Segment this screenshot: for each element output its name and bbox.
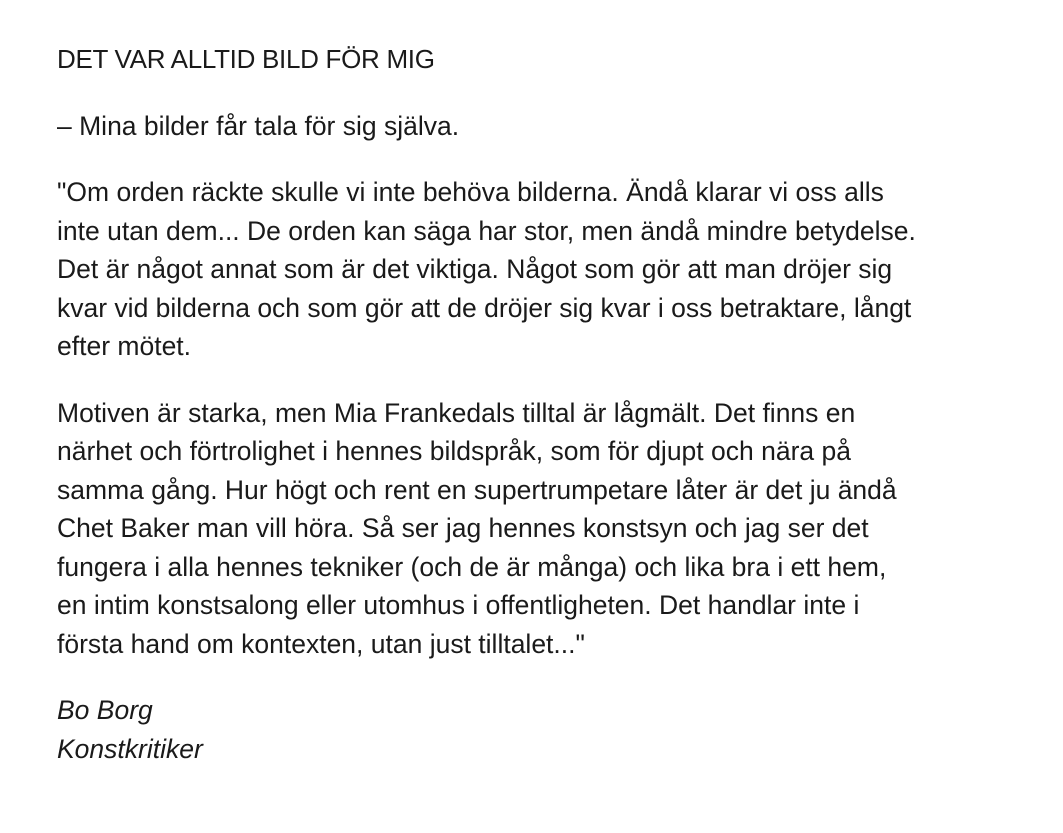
quote-line: efter mötet. [57,331,192,361]
body-line: första hand om kontexten, utan just tilltalet..." [57,628,585,659]
body-line: Motiven är starka, men Mia Frankedals tilltal är lågmält. Det finns en [57,397,856,428]
body-line: närhet och förtrolighet i hennes bildspråk, som för djupt och nära på [57,436,851,466]
body-paragraph [57,394,1047,664]
lead-quote: – Mina bilder får tala för sig själva. [57,110,460,141]
quote-line: Det är något annat som är det viktiga. Något som gör att man dröjer sig [57,254,893,284]
body-line: Chet Baker man vill höra. Så ser jag hennes konstsyn och jag ser det [57,513,869,543]
quote-line: kvar vid bilderna och som gör att de dröjer sig kvar i oss betraktare, långt [57,292,912,323]
quote-line: "Om orden räckte skulle vi inte behöva bilderna. Ändå klarar vi oss alls [57,177,884,207]
quote-paragraph [57,173,1047,366]
body-line: en intim konstsalong eller utomhus i offentligheten. Det handlar inte i [57,590,860,620]
signature [57,691,1047,768]
quote-line: inte utan dem... De orden kan säga har stor, men ändå mindre betydelse. [57,215,916,246]
signature-role: Konstkritiker [57,733,203,764]
article-heading: DET VAR ALLTID BILD FÖR MIG [57,44,435,74]
body-line: samma gång. Hur högt och rent en supertrumpetare låter är det ju ändå [57,474,897,505]
signature-name: Bo Borg [57,695,153,725]
body-line: fungera i alla hennes tekniker (och de är många) och lika bra i ett hem, [57,551,887,582]
article [57,40,1047,768]
